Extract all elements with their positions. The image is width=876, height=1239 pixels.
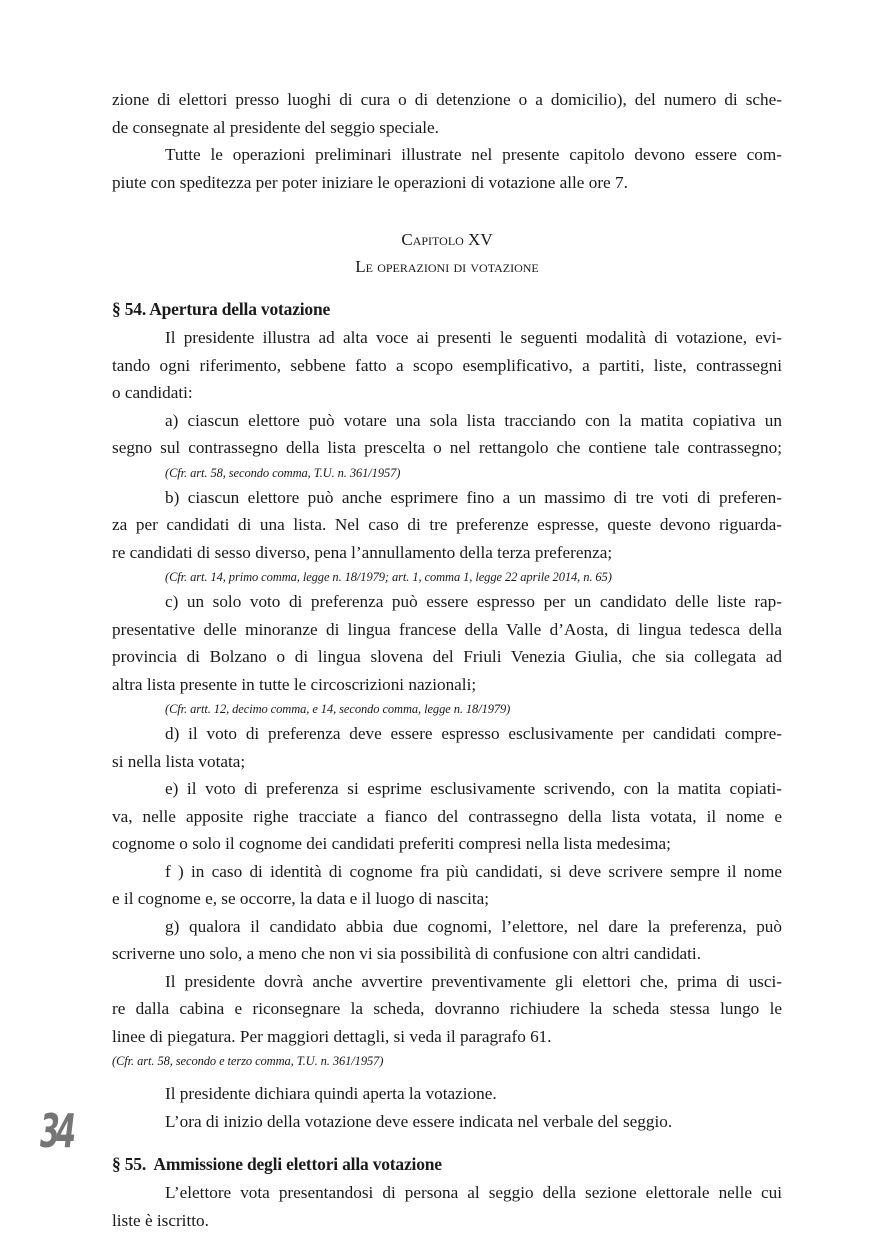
text-line: cognome o solo il cognome dei candidati preferiti compresi nella lista medesima; xyxy=(112,834,671,853)
citation: (Cfr. art. 14, primo comma, legge n. 18/1979; art. 1, comma 1, legge 22 aprile 2014, n. 65) xyxy=(165,570,612,584)
list-item-f xyxy=(112,858,782,913)
text-line: altra lista presente in tutte le circoscrizioni nazionali; xyxy=(112,674,477,694)
text-line: L’ora di inizio della votazione deve essere indicata nel verbale del seggio. xyxy=(165,1111,673,1131)
text-line: va, nelle apposite righe tracciate a fianco del contrassegno della lista votata, il nome e xyxy=(112,806,782,826)
text-line: L’elettore vota presentandosi di persona al seggio della sezione elettorale nelle cui xyxy=(165,1183,782,1202)
warning-paragraph xyxy=(112,968,782,1073)
closing-paragraph xyxy=(112,1080,782,1135)
chapter-heading xyxy=(112,226,782,280)
text-line: Il presidente illustra ad alta voce ai presenti le seguenti modalità di votazione, evi- xyxy=(165,328,782,347)
text-line: o candidati: xyxy=(112,383,193,402)
citation: (Cfr. art. 58, secondo comma, T.U. n. 361/1957) xyxy=(165,465,401,480)
list-item-g xyxy=(112,913,782,968)
text-line: si nella lista votata; xyxy=(112,751,246,771)
text-line: provincia di Bolzano o di lingua slovena del Friuli Venezia Giulia, che sia collegata ad xyxy=(112,647,782,666)
list-item-a xyxy=(112,407,782,484)
text-line: za per candidati di una lista. Nel caso di tre preferenze espresse, queste devono riguarda- xyxy=(112,515,782,534)
text-line: e) il voto di preferenza si esprime esclusivamente scrivendo, con la matita copiati- xyxy=(165,779,782,798)
list-item-e xyxy=(112,775,782,858)
text-line: liste è iscritto. xyxy=(112,1210,209,1230)
citation: (Cfr. artt. 12, decimo comma, e 14, secondo comma, legge n. 18/1979) xyxy=(165,702,511,716)
text-line: Tutte le operazioni preliminari illustrate nel presente capitolo devono essere com- xyxy=(165,145,782,164)
text-line: re candidati di sesso diverso, pena l’annullamento della terza preferenza; xyxy=(112,542,613,562)
text-line: e il cognome e, se occorre, la data e il luogo di nascita; xyxy=(112,889,490,908)
text-line: zione di elettori presso luoghi di cura o di detenzione o a domicilio), del numero di sche- xyxy=(112,90,782,109)
chapter-number: Capitolo XV xyxy=(401,230,493,249)
text-line: c) un solo voto di preferenza può essere espresso per un candidato delle liste rap- xyxy=(165,592,782,611)
text-line: f ) in caso di identità di cognome fra più candidati, si deve scrivere sempre il nome xyxy=(165,861,782,881)
text-line: linee di piegatura. Per maggiori dettagli, si veda il paragrafo 61. xyxy=(112,1026,552,1046)
text-line: piute con speditezza per poter iniziare le operazioni di votazione alle ore 7. xyxy=(112,172,628,192)
section-heading: § 54. Apertura della votazione xyxy=(112,299,331,319)
text-line: re dalla cabina e riconsegnare la scheda, dovranno richiudere la scheda stessa lungo le xyxy=(112,999,782,1018)
text-line: tando ogni riferimento, sebbene fatto a scopo esemplificativo, a partiti, liste, contrassegni xyxy=(112,355,782,375)
list-item-b xyxy=(112,484,782,589)
text-line: b) ciascun elettore può anche esprimere fino a un massimo di tre voti di preferen- xyxy=(165,487,782,507)
text-line: segno sul contrassegno della lista prescelta o nel rettangolo che contiene tale contrassegno; xyxy=(112,438,782,457)
list-item-d xyxy=(112,720,782,775)
text-line: g) qualora il candidato abbia due cognomi, l’elettore, nel dare la preferenza, può xyxy=(165,916,782,936)
text-line: Il presidente dovrà anche avvertire preventivamente gli elettori che, prima di usci- xyxy=(165,971,782,991)
text-line: d) il voto di preferenza deve essere espresso esclusivamente per candidati compre- xyxy=(165,724,782,743)
text-line: presentative delle minoranze di lingua francese della Valle d’Aosta, di lingua tedesca della xyxy=(112,619,782,639)
text-line: de consegnate al presidente del seggio speciale. xyxy=(112,117,439,137)
intro-paragraph xyxy=(112,86,782,196)
section-heading: § 55. Ammissione degli elettori alla votazione xyxy=(112,1154,442,1174)
chapter-title: Le operazioni di votazione xyxy=(355,257,539,276)
text-line: scriverne uno solo, a meno che non vi sia possibilità di confusione con altri candidati. xyxy=(112,944,702,963)
text-line: Il presidente dichiara quindi aperta la votazione. xyxy=(165,1084,497,1103)
citation: (Cfr. art. 58, secondo e terzo comma, T.U. n. 361/1957) xyxy=(112,1054,384,1068)
text-line: a) ciascun elettore può votare una sola lista tracciando con la matita copiativa un xyxy=(165,410,782,430)
section-55 xyxy=(112,1149,782,1234)
document-page xyxy=(112,86,782,1234)
section-54 xyxy=(112,294,782,1135)
list-item-c xyxy=(112,588,782,720)
page-number: 34 xyxy=(40,1104,73,1158)
